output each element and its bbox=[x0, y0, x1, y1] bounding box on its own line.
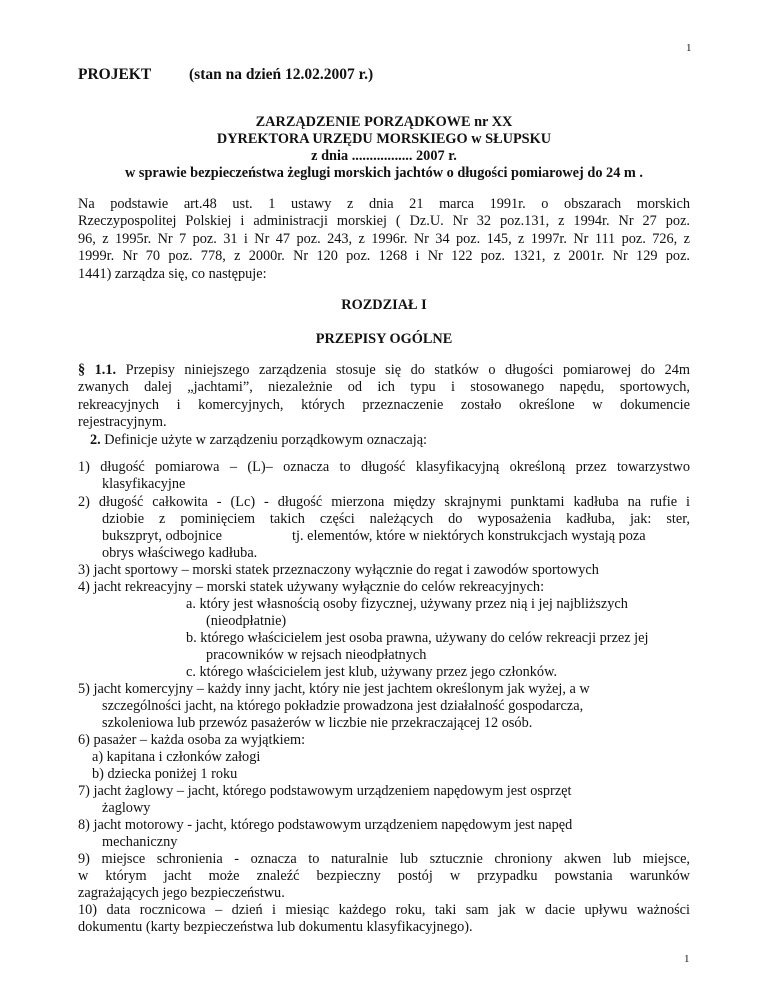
section-1-line: rejestracyjnym. bbox=[78, 414, 167, 431]
definition-3: 3) jacht sportowy – morski statek przeznaczony wyłącznie do regat i zawodów sportowych bbox=[78, 562, 599, 578]
definition-4b: b. którego właścicielem jest osoba prawna, używany do celów rekreacji przez jej bbox=[186, 630, 649, 646]
point-2-mark: 2. bbox=[90, 431, 101, 448]
definition-1-cont: klasyfikacyjne bbox=[102, 476, 186, 492]
status-date: (stan na dzień 12.02.2007 r.) bbox=[189, 66, 374, 83]
definition-8: 8) jacht motorowy - jacht, którego podstawowym urządzeniem napędowym jest napęd bbox=[78, 817, 573, 833]
definition-2-cont: tj. elementów, które w niektórych konstrukcjach wystają poza bbox=[292, 528, 646, 544]
definition-4c: c. którego właścicielem jest klub, używany przez jego członków. bbox=[186, 664, 558, 680]
title-line-3: z dnia ................. 2007 r. bbox=[311, 148, 457, 164]
section-1-line: zwanych dalej „jachtami”, niezależnie od ich typu i stosowanego napędu, sportowych, bbox=[78, 379, 690, 396]
definition-10: 10) data rocznicowa – dzień i miesiąc każdego roku, taki sam jak w dacie upływu ważności bbox=[78, 902, 690, 918]
definition-5-cont: szczególności jacht, na którego pokładzie prowadzona jest działalność gospodarcza, bbox=[102, 698, 584, 714]
preamble bbox=[78, 196, 690, 283]
definition-8-cont: mechaniczny bbox=[102, 834, 178, 850]
chapter-number: ROZDZIAŁ I bbox=[341, 297, 427, 313]
projekt-label: PROJEKT bbox=[78, 66, 152, 83]
definition-7: 7) jacht żaglowy – jacht, którego podstawowym urządzeniem napędowym jest osprzęt bbox=[78, 783, 572, 799]
definition-7-cont: żaglowy bbox=[102, 800, 151, 816]
preamble-line: 96, z 1995r. Nr 7 poz. 31 i Nr 47 poz. 243, z 1996r. Nr 34 poz. 145, z 1997r. Nr 111 poz. 726, z bbox=[78, 230, 690, 247]
title-line-2: DYREKTORA URZĘDU MORSKIEGO w SŁUPSKU bbox=[216, 131, 552, 147]
definition-10-cont: dokumentu (karty bezpieczeństwa lub dokumentu klasyfikacyjnego). bbox=[78, 919, 473, 935]
definition-9-cont: zagrażających jego bezpieczeństwu. bbox=[78, 885, 285, 901]
definition-4b-cont: pracowników w rejsach nieodpłatnych bbox=[206, 647, 427, 663]
definition-4: 4) jacht rekreacyjny – morski statek używany wyłącznie do celów rekreacyjnych: bbox=[78, 579, 545, 595]
section-1-line: rekreacyjnych i komercyjnych, których przeznaczenie zostało określone w dokumencie bbox=[78, 396, 690, 413]
preamble-line: 1441) zarządza się, co następuje: bbox=[78, 265, 267, 282]
definition-4a: a. który jest własnością osoby fizycznej, używany przez nią i jej najbliższych bbox=[186, 596, 628, 612]
definition-1: 1) długość pomiarowa – (L)– oznacza to długość klasyfikacyjną określoną przez towarzystwo bbox=[78, 459, 690, 475]
definition-5: 5) jacht komercyjny – każdy inny jacht, który nie jest jachtem określonym jak wyżej, a w bbox=[78, 681, 590, 697]
definition-2: 2) długość całkowita - (Lc) - długość mierzona między skrajnymi punktami kadłuba na rufie i bbox=[78, 494, 690, 510]
definition-9: 9) miejsce schronienia - oznacza to naturalnie lub sztucznie chroniony akwen lub miejsce, bbox=[78, 851, 690, 867]
page-number-bottom: 1 bbox=[684, 953, 690, 965]
preamble-line: Rzeczypospolitej Polskiej i administracji morskiej ( Dz.U. Nr 32 poz.131, z 1994r. Nr 27 poz. bbox=[78, 213, 690, 230]
title-line-1: ZARZĄDZENIE PORZĄDKOWE nr XX bbox=[255, 114, 513, 130]
preamble-line: 1999r. Nr 70 poz. 778, z 2000r. Nr 120 poz. 1268 i Nr 122 poz. 1321, z 2001r. Nr 129 poz. bbox=[78, 248, 690, 265]
definition-2-cont: obrys właściwego kadłuba. bbox=[102, 545, 258, 561]
definition-4a-cont: (nieodpłatnie) bbox=[206, 613, 287, 629]
definition-6a: a) kapitana i członków załogi bbox=[92, 749, 261, 765]
definition-6b: b) dziecka poniżej 1 roku bbox=[92, 766, 238, 782]
definition-5-cont: szkoleniowa lub przewóz pasażerów w liczbie nie przekraczającej 12 osób. bbox=[102, 715, 533, 731]
preamble-line: Na podstawie art.48 ust. 1 ustawy z dnia 21 marca 1991r. o obszarach morskich bbox=[78, 196, 690, 212]
title-line-4: w sprawie bezpieczeństwa żeglugi morskich jachtów o długości pomiarowej do 24 m . bbox=[125, 165, 643, 181]
section-1-mark: § 1.1. bbox=[78, 362, 117, 378]
chapter-name: PRZEPISY OGÓLNE bbox=[315, 331, 453, 347]
definition-9-cont: w którym jacht może znaleźć bezpieczny postój w przypadku powstania warunków bbox=[78, 868, 690, 884]
document-header bbox=[78, 66, 374, 83]
page-number-top: 1 bbox=[686, 42, 692, 54]
definition-2-cont: bukszpryt, odbojnice bbox=[102, 528, 222, 544]
section-1-point-2: 2. Definicje użyte w zarządzeniu porządkowym oznaczają: bbox=[90, 431, 428, 448]
section-1-line: § 1.1. Przepisy niniejszego zarządzenia stosuje się do statków o długości pomiarowej do 24m bbox=[78, 362, 690, 378]
definition-2-cont: dziobie z pominięciem takich części należących do wyposażenia kadłuba, jak: ster, bbox=[102, 511, 690, 527]
section-1 bbox=[78, 362, 690, 449]
definition-6: 6) pasażer – każda osoba za wyjątkiem: bbox=[78, 732, 306, 748]
